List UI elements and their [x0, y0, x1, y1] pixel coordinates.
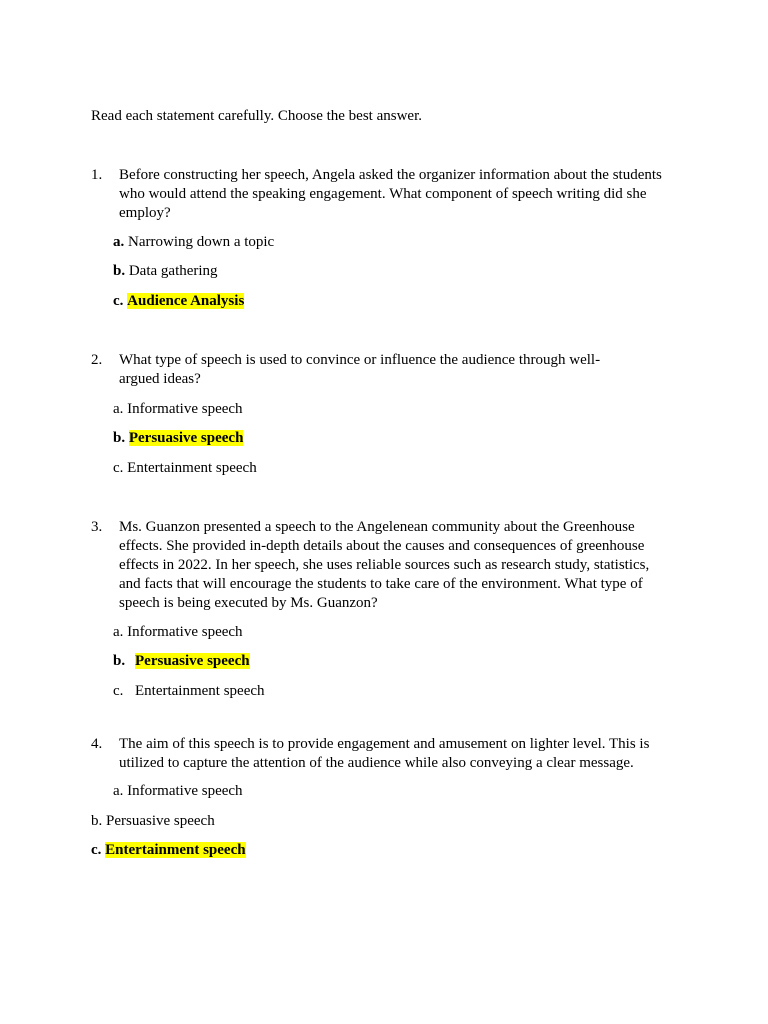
- option-2c: [113, 459, 257, 478]
- option-3c: [113, 682, 265, 701]
- option-letter: b.: [113, 653, 126, 669]
- option-letter: a.: [113, 401, 124, 417]
- question-text: Ms. Guanzon presented a speech to the Angelenean community about the Greenhouse effects. She provided in-depth details about the causes and consequences of greenhouse effects in 2022. In her speech, she uses reliable sources such as research study, statistics, and facts that will encourage the students to take care of the environment. What type of speech is being executed by Ms. Guanzon?: [119, 519, 650, 611]
- option-letter: b.: [113, 263, 126, 279]
- correct-answer-highlight: Entertainment speech: [105, 842, 246, 858]
- correct-answer-highlight: Persuasive speech: [135, 653, 250, 669]
- question-text: Before constructing her speech, Angela asked the organizer information about the students who would attend the speaking engagement. What component of speech writing did she employ?: [119, 167, 662, 221]
- question-number: 3.: [91, 519, 103, 535]
- option-4c: [91, 841, 246, 860]
- option-letter: c.: [113, 683, 124, 699]
- question-2: [91, 351, 611, 389]
- option-3a: [113, 623, 243, 642]
- option-letter: c.: [113, 460, 124, 476]
- instructions: Read each statement carefully. Choose the best answer.: [91, 108, 422, 124]
- option-text: Narrowing down a topic: [128, 234, 275, 250]
- option-4a: [113, 782, 243, 801]
- question-1: [91, 166, 671, 223]
- option-3b: [113, 652, 250, 671]
- option-text: Entertainment speech: [135, 683, 265, 699]
- question-text: The aim of this speech is to provide engagement and amusement on lighter level. This is utilized to capture the attention of the audience while also conveying a clear message.: [119, 736, 650, 771]
- option-1b: [113, 262, 218, 281]
- question-3: [91, 518, 671, 613]
- question-4: [91, 735, 671, 773]
- option-text: Informative speech: [127, 783, 243, 799]
- option-letter: c.: [113, 293, 124, 309]
- correct-answer-highlight: Audience Analysis: [127, 293, 245, 309]
- option-text: Persuasive speech: [106, 813, 215, 829]
- option-4b: [91, 812, 215, 831]
- option-1a: [113, 233, 274, 252]
- option-letter: a.: [113, 234, 125, 250]
- option-text: Informative speech: [127, 624, 243, 640]
- question-number: 2.: [91, 352, 103, 368]
- correct-answer-highlight: Persuasive speech: [128, 430, 244, 446]
- question-number: 1.: [91, 167, 103, 183]
- question-number: 4.: [91, 736, 103, 752]
- option-text: Entertainment speech: [127, 460, 257, 476]
- option-letter: a.: [113, 783, 124, 799]
- option-letter: c.: [91, 842, 102, 858]
- option-letter: b.: [113, 430, 126, 446]
- option-2b: [113, 429, 243, 448]
- option-2a: [113, 400, 243, 419]
- option-letter: b.: [91, 813, 103, 829]
- question-text: What type of speech is used to convince or influence the audience through well-argued ideas?: [119, 352, 601, 387]
- option-1c: [113, 292, 244, 311]
- option-text: Data gathering: [128, 263, 218, 279]
- option-letter: a.: [113, 624, 124, 640]
- option-text: Informative speech: [127, 401, 243, 417]
